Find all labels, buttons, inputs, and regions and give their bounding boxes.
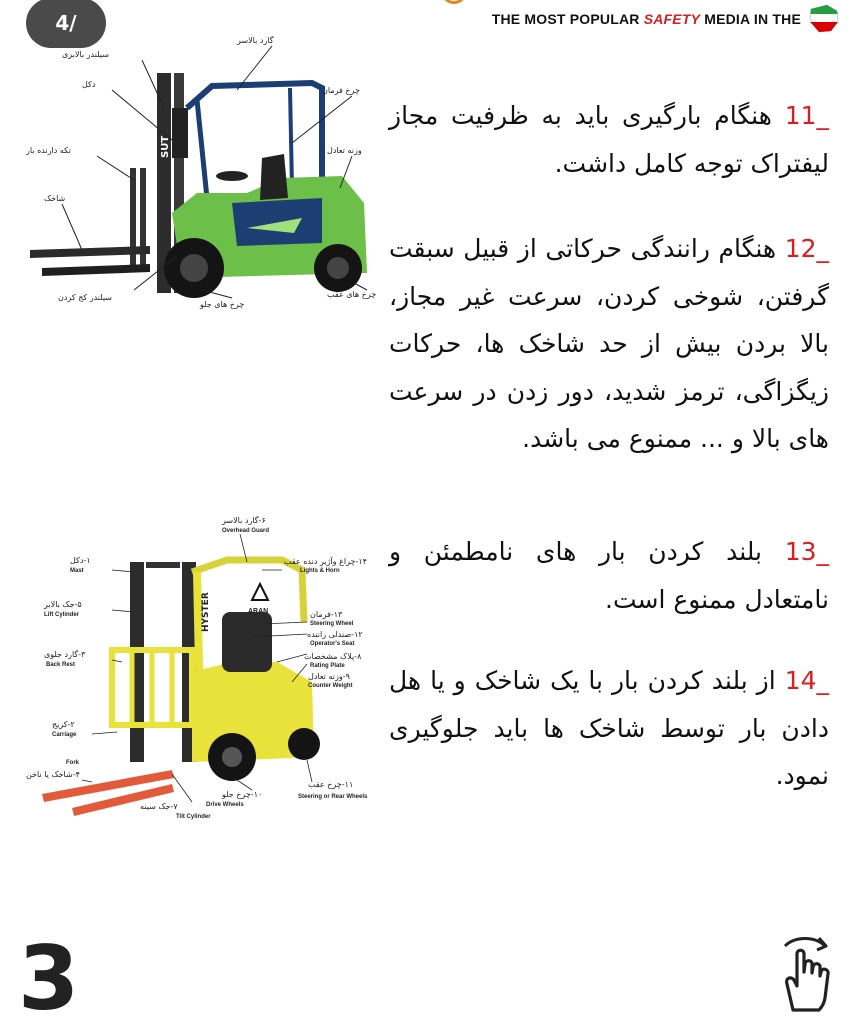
tagline-prefix: THE MOST POPULAR — [491, 11, 644, 27]
rule-text: هنگام رانندگی حرکاتی از قبیل سبقت گرفتن، شوخی کردن، سرعت غیر مجاز، بالا بردن بیش از حد شاخک ها، حرکات زیگزاگی، ترمز شدید، دور زدن در سرعت های بالا و ... ممنوع می باشد. — [389, 234, 829, 453]
label-counter-weight: ۹-وزنه تعادل — [308, 672, 350, 681]
label-lift-cylinder: سیلندر بالابری — [62, 50, 109, 59]
label-front-wheels: چرخ های جلو — [200, 300, 245, 309]
rule-text: از بلند کردن بار با یک شاخک و یا هل دادن بار توسط شاخک ها باید جلوگیری نمود. — [389, 666, 829, 790]
label-rear-wheel: ۱۱-چرخ عقب — [308, 780, 354, 789]
label-overhead-guard: ۶-گارد بالاسر — [222, 516, 266, 525]
label-operator-seat-en: Operator's Seat — [310, 641, 355, 647]
tagline-suffix: MEDIA IN THE — [700, 11, 801, 27]
page-counter: 4/ — [26, 0, 106, 48]
swipe-hand-icon[interactable] — [775, 932, 839, 1012]
tagline-highlight: SAFETY — [643, 11, 701, 27]
svg-text:HYSTER: HYSTER — [201, 592, 211, 632]
rule-item-12 — [389, 225, 829, 463]
label-load-backrest: تکه دارنده بار — [26, 146, 71, 155]
label-lift-cylinder-en: Lift Cylinder — [44, 612, 80, 618]
label-steering-wheel-en: Steering Wheel — [310, 621, 354, 627]
label-counter-weight-en: Counter Weight — [308, 683, 353, 689]
label-lights-horn: ۱۴-چراغ وآژیر دنده عقب — [284, 557, 367, 566]
label-mast-en: Mast — [70, 568, 84, 574]
header-tagline — [492, 2, 841, 36]
forklift-diagram-green — [22, 28, 382, 328]
iran-map-flag-icon — [807, 3, 841, 35]
slide-number: 3 — [18, 927, 80, 1024]
label-mast: ۱-دکل — [70, 556, 91, 565]
label-steering-rear-en: Steering or Rear Wheels — [298, 794, 368, 800]
label-counterweight: وزنه تعادل — [327, 146, 362, 155]
rule-number: 12_ — [784, 234, 829, 263]
rule-number: 11_ — [784, 101, 829, 130]
label-mast: دکل — [82, 80, 96, 89]
label-tilt-cylinder: ۷-جک سینه — [140, 802, 178, 811]
label-carriage: ۲-کریج — [52, 720, 75, 729]
label-overhead-guard-en: Overhead Guard — [222, 528, 270, 534]
rule-item-14 — [389, 657, 829, 800]
rule-text: هنگام بارگیری باید به ظرفیت مجاز لیفتراک توجه کامل داشت. — [389, 101, 829, 178]
label-fork-en: Fork — [66, 760, 80, 766]
label-back-rest: ۳-گارد جلوی — [44, 650, 86, 659]
label-operator-seat: ۱۲-صندلی راننده — [307, 630, 363, 639]
label-rating-plate-en: Rating Plate — [310, 663, 345, 669]
label-steering-wheel: ۱۳-فرمان — [310, 610, 343, 619]
rule-number: 14_ — [784, 666, 830, 695]
brand-logo-text: ARAN — [248, 608, 269, 615]
green-forklift-illustration — [22, 28, 382, 328]
rule-text: بلند کردن بار های نامطمئن و نامتعادل ممنوع است. — [389, 537, 829, 614]
label-rating-plate: ۸-پلاک مشخصات — [304, 652, 362, 661]
logo-ring-icon — [441, 0, 467, 4]
label-tilt-cylinder: سیلندر کج کردن — [58, 293, 112, 302]
rule-number: 13_ — [784, 537, 829, 566]
label-drive-wheels-en: Drive Wheels — [206, 802, 244, 808]
svg-text:SUT: SUT — [160, 135, 171, 158]
label-rear-wheels: چرخ های عقب — [327, 290, 377, 299]
tagline-text — [492, 11, 801, 27]
rule-item-11 — [389, 92, 829, 187]
forklift-diagram-yellow — [22, 512, 382, 822]
label-drive-wheels: ۱۰-چرخ جلو — [222, 790, 263, 799]
label-fork: شاخک — [44, 194, 66, 203]
label-overhead-guard: گارد بالاسر — [237, 36, 274, 45]
label-fork: ۴-شاخک یا ناخن — [26, 770, 80, 779]
label-lights-horn-en: Lights & Horn — [300, 568, 340, 574]
label-tilt-cylinder-en: Tilt Cylinder — [176, 814, 211, 820]
label-carriage-en: Carriage — [52, 732, 77, 738]
label-steering-wheel: چرخ فرمان — [322, 86, 360, 95]
label-back-rest-en: Back Rest — [46, 662, 76, 668]
rule-item-13 — [389, 528, 829, 623]
label-lift-cylinder: ۵-جک بالابر — [44, 600, 82, 609]
